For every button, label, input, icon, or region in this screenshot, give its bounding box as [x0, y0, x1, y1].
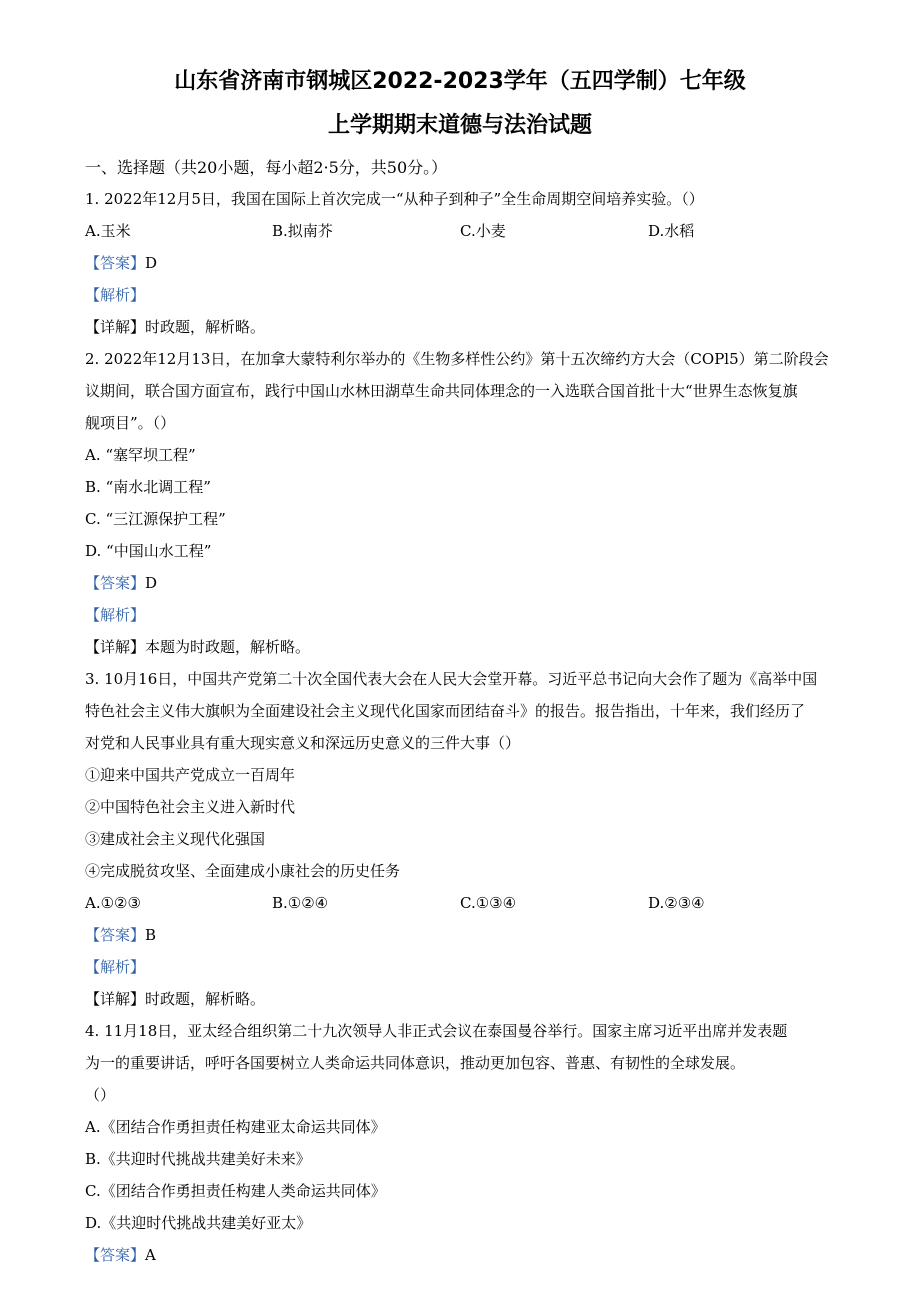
answer-tag: 【答案】 [85, 254, 146, 272]
q3-analysis-tag: 【解析】 [85, 958, 146, 976]
q4-stem-line3: （） [85, 1086, 116, 1104]
q4-option-c: C.《团结合作勇担责任构建人类命运共同体》 [85, 1182, 386, 1200]
q4-stem-line2: 为一的重要讲话，呼吁各国要树立人类命运共同体意识，推动更加包容、普惠、有韧性的全球发展。 [85, 1054, 746, 1072]
q2-option-b: B. “南水北调工程” [85, 478, 211, 496]
q2-option-d: D. “中国山水工程” [85, 542, 212, 560]
exam-title-line2: 上学期期末道德与法治试题 [327, 113, 592, 138]
q1-detail: 【详解】时政题，解析略。 [85, 318, 266, 336]
answer-tag: 【答案】 [85, 926, 146, 944]
section-header: 一、选择题（共20小题，每小超2·5分，共50分。） [85, 158, 448, 177]
q3-option-d: D.②③④ [648, 894, 705, 912]
exam-title-line1: 山东省济南市钢城区2022-2023学年（五四学制）七年级 [174, 69, 746, 94]
q3-detail: 【详解】时政题，解析略。 [85, 990, 266, 1008]
q3-stem-line3: 对党和人民事业具有重大现实意义和深远历史意义的三件大事（） [85, 734, 521, 752]
q3-option-a: A.①②③ [85, 894, 141, 912]
q4-option-d: D.《共迎时代挑战共建美好亚太》 [85, 1214, 312, 1232]
q1-option-b: B.拟南芥 [272, 222, 333, 240]
q4-option-b: B.《共迎时代挑战共建美好未来》 [85, 1150, 311, 1168]
q4-stem-line1: 4. 11月18日，亚太经合组织第二十九次领导人非正式会议在泰国曼谷举行。国家主席习近平出席并发表题 [85, 1022, 788, 1040]
answer-value: B [145, 926, 157, 944]
q3-stem-line1: 3. 10月16日，中国共产党第二十次全国代表大会在人民大会堂开幕。习近平总书记向大会作了题为《高举中国 [85, 670, 818, 688]
answer-value: A [145, 1246, 156, 1264]
answer-value: D [145, 574, 158, 592]
q2-option-c: C. “三江源保护工程” [85, 510, 226, 528]
q3-item-1: ①迎来中国共产党成立一百周年 [85, 766, 296, 784]
q3-item-3: ③建成社会主义现代化强国 [85, 830, 266, 848]
answer-value: D [145, 254, 158, 272]
q1-analysis-tag: 【解析】 [85, 286, 146, 304]
q3-option-c: C.①③④ [460, 894, 517, 912]
answer-tag: 【答案】 [85, 1246, 146, 1264]
q1-option-a: A.玉米 [85, 222, 131, 240]
q1-option-d: D.水稻 [648, 222, 695, 240]
q3-item-2: ②中国特色社会主义进入新时代 [85, 798, 296, 816]
q2-detail: 【详解】本题为时政题，解析略。 [85, 638, 311, 656]
q2-answer [85, 573, 157, 593]
answer-tag: 【答案】 [85, 574, 146, 592]
q1-stem: 1. 2022年12月5日，我国在国际上首次完成一“从种子到种子”全生命周期空间培养实验。（） [85, 190, 704, 208]
q2-stem-line1: 2. 2022年12月13日，在加拿大蒙特利尔举办的《生物多样性公约》第十五次缔约方大会（COPl5）第二阶段会 [85, 350, 829, 368]
q3-answer [85, 925, 156, 945]
q2-stem-line3: 舰项目”。（） [85, 414, 176, 432]
q2-analysis-tag: 【解析】 [85, 606, 146, 624]
q2-option-a: A. “塞罕坝工程” [85, 446, 196, 464]
q2-stem-line2: 议期间，联合国方面宣布，践行中国山水林田湖草生命共同体理念的一入选联合国首批十大“世界生态恢复旗 [85, 382, 798, 400]
q1-option-c: C.小麦 [460, 222, 506, 240]
q3-stem-line2: 特色社会主义伟大旗帜为全面建设社会主义现代化国家而团结奋斗》的报告。报告指出，十年来，我们经历了 [85, 702, 806, 720]
q3-option-b: B.①②④ [272, 894, 329, 912]
q4-answer [85, 1245, 156, 1265]
q1-answer [85, 253, 157, 273]
q4-option-a: A.《团结合作勇担责任构建亚太命运共同体》 [85, 1118, 386, 1136]
q3-item-4: ④完成脱贫攻坚、全面建成小康社会的历史任务 [85, 862, 401, 880]
